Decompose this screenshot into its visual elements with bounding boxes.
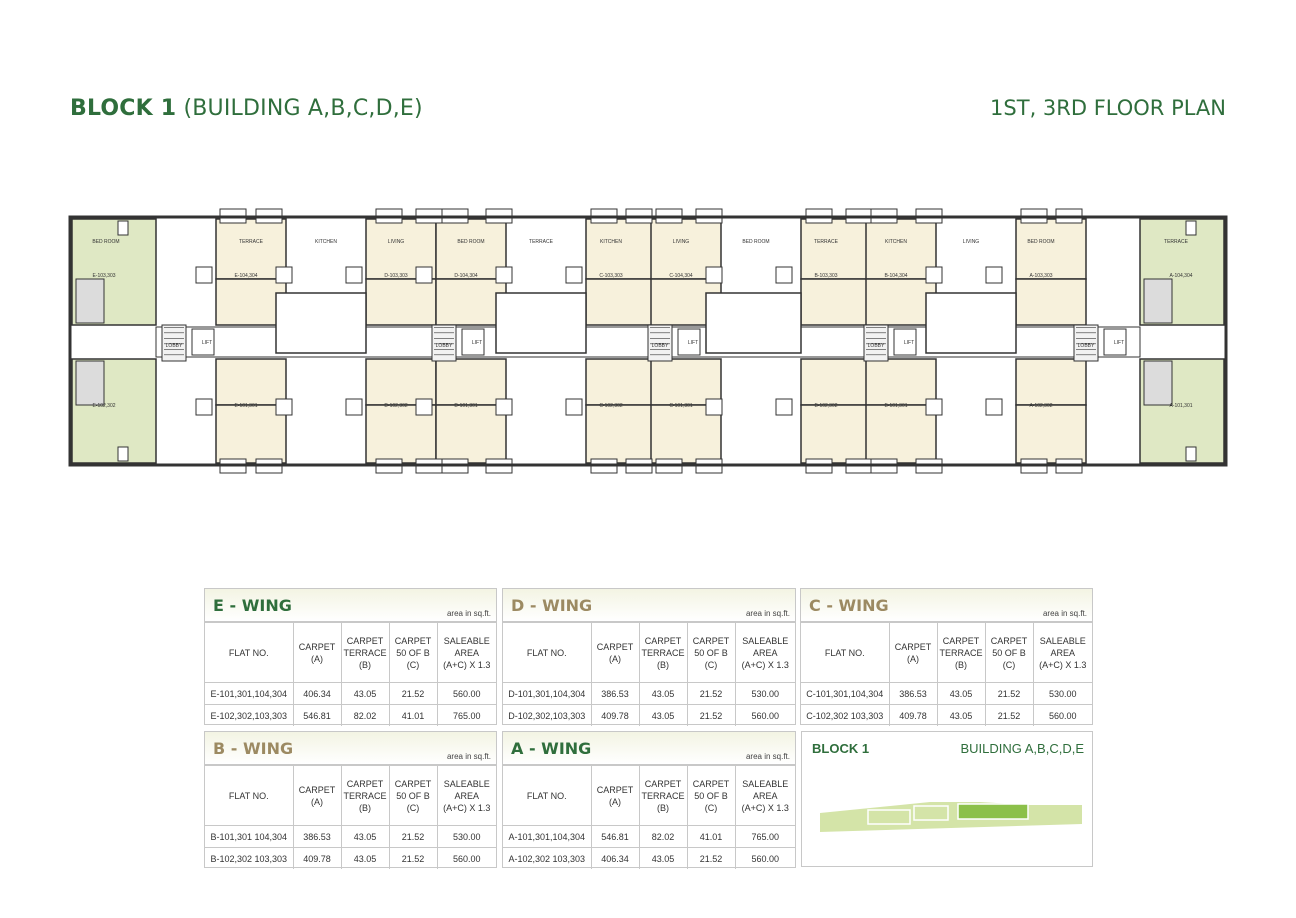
unit-label: A-103,303	[1029, 273, 1053, 279]
terrace-value: 43.05	[937, 705, 985, 727]
bath	[706, 267, 722, 283]
terrace-value: 43.05	[639, 705, 687, 727]
bath	[566, 399, 582, 415]
table-header-row	[205, 766, 496, 826]
stair-tread	[434, 327, 454, 328]
unit-label: A-102,302	[1029, 403, 1053, 409]
living-bottom	[216, 359, 286, 405]
stair-tread	[650, 355, 670, 356]
lobby-label: LOBBY	[867, 343, 885, 349]
col-carpet-terrace: CARPET TERRACE (B)	[639, 766, 687, 826]
half-terrace-value: 21.52	[389, 826, 437, 848]
living-top	[801, 279, 871, 325]
wing-header	[801, 589, 1092, 622]
carpet-value: 409.78	[293, 848, 341, 870]
half-terrace-value: 21.52	[389, 848, 437, 870]
stair-tread	[650, 338, 670, 339]
bedroom-top	[586, 219, 656, 279]
col-saleable: SALEABLE AREA (A+C) X 1.3	[1033, 623, 1092, 683]
floor-plan-title: 1ST, 3RD FLOOR PLAN	[990, 96, 1226, 120]
room-label: TERRACE	[1164, 239, 1188, 245]
col-half-terrace: CARPET 50 OF B (C)	[687, 623, 735, 683]
bath	[346, 399, 362, 415]
carpet-value: 386.53	[591, 683, 639, 705]
stair-tread	[434, 338, 454, 339]
stair-tread	[164, 355, 184, 356]
area-unit: area in sq.ft.	[1042, 609, 1087, 618]
wing-table-c	[800, 588, 1093, 725]
unit-label: E-101,301	[234, 403, 258, 409]
col-half-terrace: CARPET 50 OF B (C)	[389, 623, 437, 683]
bath	[416, 267, 432, 283]
unit-label: B-103,303	[814, 273, 838, 279]
flat-no: B-102,302 103,303	[205, 848, 293, 870]
living-top	[586, 279, 656, 325]
half-terrace-value: 41.01	[389, 705, 437, 727]
room-label: TERRACE	[239, 239, 263, 245]
area-unit: area in sq.ft.	[446, 609, 491, 618]
col-half-terrace: CARPET 50 OF B (C)	[687, 766, 735, 826]
unit-label: C-101,301	[669, 403, 693, 409]
stair-tread	[164, 349, 184, 350]
stair-tread	[164, 327, 184, 328]
building-list: (BUILDING A,B,C,D,E)	[183, 96, 423, 121]
lift-label: LIFT	[201, 340, 213, 346]
lobby-label: LOBBY	[1077, 343, 1095, 349]
table-row	[503, 848, 795, 870]
wing-table-a	[502, 731, 796, 868]
col-carpet-terrace: CARPET TERRACE (B)	[341, 766, 389, 826]
wing-name: B - WING	[213, 739, 294, 758]
col-carpet: CARPET (A)	[591, 766, 639, 826]
half-terrace-value: 41.01	[687, 826, 735, 848]
stair-tread	[866, 333, 886, 334]
open-court	[496, 293, 586, 353]
table-row	[205, 826, 496, 848]
flat-no: B-101,301 104,304	[205, 826, 293, 848]
terrace-value: 43.05	[341, 826, 389, 848]
room-label: BED ROOM	[92, 239, 120, 245]
col-carpet: CARPET (A)	[889, 623, 937, 683]
saleable-value: 560.00	[437, 848, 496, 870]
unit-label: E-103,303	[92, 273, 116, 279]
table-header-row	[503, 623, 795, 683]
bath	[776, 399, 792, 415]
table-header-row	[801, 623, 1092, 683]
floor-plan	[66, 207, 1230, 475]
half-terrace-value: 21.52	[687, 705, 735, 727]
table-row	[503, 705, 795, 727]
col-half-terrace: CARPET 50 OF B (C)	[985, 623, 1033, 683]
stair-tread	[1076, 355, 1096, 356]
terrace-value: 43.05	[937, 683, 985, 705]
saleable-value: 530.00	[437, 826, 496, 848]
wing-name: A - WING	[511, 739, 592, 758]
half-terrace-value: 21.52	[687, 848, 735, 870]
stair-tread	[1076, 333, 1096, 334]
saleable-value: 765.00	[735, 826, 795, 848]
bath	[196, 399, 212, 415]
stair-tread	[650, 333, 670, 334]
lift-label: LIFT	[687, 340, 699, 346]
table-row	[801, 683, 1092, 705]
area-unit: area in sq.ft.	[745, 752, 790, 761]
half-terrace-value: 21.52	[985, 683, 1033, 705]
lift-label: LIFT	[903, 340, 915, 346]
stair-tread	[164, 333, 184, 334]
unit-label: D-102,302	[384, 403, 408, 409]
terrace-below	[1144, 361, 1172, 405]
table-row	[503, 683, 795, 705]
terrace-value: 43.05	[341, 848, 389, 870]
wing-header	[205, 589, 496, 622]
stair-tread	[434, 355, 454, 356]
bath	[276, 399, 292, 415]
bath	[566, 267, 582, 283]
lobby-label: LOBBY	[435, 343, 453, 349]
bath	[196, 267, 212, 283]
stair-tread	[866, 338, 886, 339]
col-carpet-terrace: CARPET TERRACE (B)	[937, 623, 985, 683]
living-top	[1016, 279, 1086, 325]
site-band	[820, 802, 1082, 832]
open-court	[926, 293, 1016, 353]
col-flat-no: FLAT NO.	[205, 623, 293, 683]
col-carpet: CARPET (A)	[293, 766, 341, 826]
carpet-value: 409.78	[591, 705, 639, 727]
saleable-value: 560.00	[735, 705, 795, 727]
unit-label: D-101,301	[454, 403, 478, 409]
flat-no: E-101,301,104,304	[205, 683, 293, 705]
unit-label: B-101,301	[884, 403, 908, 409]
lift-label: LIFT	[471, 340, 483, 346]
bath	[776, 267, 792, 283]
stair-tread	[434, 333, 454, 334]
table-header-row	[205, 623, 496, 683]
bath	[496, 267, 512, 283]
carpet-value: 409.78	[889, 705, 937, 727]
table-row	[205, 683, 496, 705]
plan-rooms	[72, 209, 1224, 473]
carpet-value: 406.34	[591, 848, 639, 870]
bedroom-top	[801, 219, 871, 279]
terrace-value: 82.02	[639, 826, 687, 848]
stair-tread	[650, 327, 670, 328]
room-label: TERRACE	[529, 239, 553, 245]
area-table	[205, 765, 496, 869]
saleable-value: 530.00	[735, 683, 795, 705]
open-court	[276, 293, 366, 353]
highlighted-buildings	[958, 804, 1028, 819]
bath	[346, 267, 362, 283]
unit-label: E-102,302	[92, 403, 116, 409]
stair-tread	[866, 327, 886, 328]
bedroom-bottom	[1016, 405, 1086, 463]
living-bottom	[366, 359, 436, 405]
block-title: BLOCK 1	[70, 96, 177, 121]
bath	[416, 399, 432, 415]
carpet-value: 546.81	[591, 826, 639, 848]
living-bottom	[651, 359, 721, 405]
saleable-value: 560.00	[735, 848, 795, 870]
open-court	[706, 293, 801, 353]
area-table	[503, 765, 795, 869]
half-terrace-value: 21.52	[687, 683, 735, 705]
col-saleable: SALEABLE AREA (A+C) X 1.3	[735, 623, 795, 683]
flat-no: C-101,301,104,304	[801, 683, 889, 705]
area-table	[801, 622, 1092, 726]
room-label: LIVING	[962, 239, 980, 245]
room-label: BED ROOM	[1027, 239, 1055, 245]
flat-no: D-101,301,104,304	[503, 683, 591, 705]
key-plan-buildings: BUILDING A,B,C,D,E	[960, 741, 1084, 756]
stair-tread	[164, 338, 184, 339]
stair-tread	[650, 349, 670, 350]
terrace-value: 43.05	[639, 848, 687, 870]
terrace-below	[76, 279, 104, 323]
stair-tread	[1076, 338, 1096, 339]
col-carpet-terrace: CARPET TERRACE (B)	[639, 623, 687, 683]
wing-name: C - WING	[809, 596, 889, 615]
carpet-value: 386.53	[293, 826, 341, 848]
wing-table-e	[204, 588, 497, 725]
carpet-value: 406.34	[293, 683, 341, 705]
col-saleable: SALEABLE AREA (A+C) X 1.3	[437, 766, 496, 826]
stair-tread	[434, 349, 454, 350]
key-plan-block: BLOCK 1	[812, 741, 870, 756]
lift-label: LIFT	[1113, 340, 1125, 346]
saleable-value: 560.00	[1033, 705, 1092, 727]
unit-label: B-102,302	[814, 403, 838, 409]
duct	[118, 447, 128, 461]
area-unit: area in sq.ft.	[745, 609, 790, 618]
flat-no: A-102,302 103,303	[503, 848, 591, 870]
key-plan-site	[820, 800, 1082, 834]
bedroom-top	[1016, 219, 1086, 279]
col-carpet-terrace: CARPET TERRACE (B)	[341, 623, 389, 683]
col-saleable: SALEABLE AREA (A+C) X 1.3	[735, 766, 795, 826]
bedroom-bottom	[586, 405, 656, 463]
duct	[118, 221, 128, 235]
col-half-terrace: CARPET 50 OF B (C)	[389, 766, 437, 826]
room-label: LIVING	[672, 239, 690, 245]
room-label: KITCHEN	[600, 239, 622, 245]
unit-label: D-104,304	[454, 273, 478, 279]
unit-label: C-104,304	[669, 273, 693, 279]
duct	[1186, 221, 1196, 235]
stair-tread	[866, 349, 886, 350]
unit-label: D-103,303	[384, 273, 408, 279]
half-terrace-value: 21.52	[389, 683, 437, 705]
living-bottom	[586, 359, 656, 405]
unit-label: C-102,302	[599, 403, 623, 409]
unit-label: C-103,303	[599, 273, 623, 279]
lobby-label: LOBBY	[165, 343, 183, 349]
col-flat-no: FLAT NO.	[503, 623, 591, 683]
col-saleable: SALEABLE AREA (A+C) X 1.3	[437, 623, 496, 683]
flat-no: C-102,302 103,303	[801, 705, 889, 727]
unit-label: A-101,301	[1169, 403, 1193, 409]
bath	[986, 267, 1002, 283]
saleable-value: 765.00	[437, 705, 496, 727]
wing-header	[503, 732, 795, 765]
table-row	[205, 848, 496, 870]
lobby-label: LOBBY	[651, 343, 669, 349]
living-top	[366, 279, 436, 325]
saleable-value: 530.00	[1033, 683, 1092, 705]
bath	[986, 399, 1002, 415]
stair-tread	[866, 355, 886, 356]
saleable-value: 560.00	[437, 683, 496, 705]
carpet-value: 546.81	[293, 705, 341, 727]
room-label: BED ROOM	[457, 239, 485, 245]
wing-name: D - WING	[511, 596, 593, 615]
room-label: TERRACE	[814, 239, 838, 245]
terrace-below	[1144, 279, 1172, 323]
area-unit: area in sq.ft.	[446, 752, 491, 761]
page-title	[70, 96, 423, 121]
table-header-row	[503, 766, 795, 826]
bedroom-bottom	[801, 405, 871, 463]
col-flat-no: FLAT NO.	[205, 766, 293, 826]
flat-no: D-102,302,103,303	[503, 705, 591, 727]
wing-name: E - WING	[213, 596, 292, 615]
stair-tread	[1076, 327, 1096, 328]
terrace-value: 43.05	[341, 683, 389, 705]
room-label: KITCHEN	[315, 239, 337, 245]
living-bottom	[801, 359, 871, 405]
table-row	[205, 705, 496, 727]
col-carpet: CARPET (A)	[293, 623, 341, 683]
bath	[276, 267, 292, 283]
living-bottom	[1016, 359, 1086, 405]
unit-label: E-104,304	[234, 273, 258, 279]
room-label: BED ROOM	[742, 239, 770, 245]
key-plan	[801, 731, 1093, 867]
living-bottom	[866, 359, 936, 405]
bath	[926, 399, 942, 415]
living-bottom	[436, 359, 506, 405]
wing-table-d	[502, 588, 796, 725]
duct	[1186, 447, 1196, 461]
room-label: LIVING	[387, 239, 405, 245]
wing-header	[503, 589, 795, 622]
bath	[706, 399, 722, 415]
terrace-value: 43.05	[639, 683, 687, 705]
terrace-below	[76, 361, 104, 405]
wing-header	[205, 732, 496, 765]
carpet-value: 386.53	[889, 683, 937, 705]
area-table	[503, 622, 795, 726]
flat-no: E-102,302,103,303	[205, 705, 293, 727]
col-carpet: CARPET (A)	[591, 623, 639, 683]
table-row	[503, 826, 795, 848]
area-table	[205, 622, 496, 726]
unit-label: B-104,304	[884, 273, 908, 279]
col-flat-no: FLAT NO.	[801, 623, 889, 683]
bath	[926, 267, 942, 283]
col-flat-no: FLAT NO.	[503, 766, 591, 826]
wing-table-b	[204, 731, 497, 868]
room-label: KITCHEN	[885, 239, 907, 245]
unit-label: A-104,304	[1169, 273, 1193, 279]
bath	[496, 399, 512, 415]
flat-no: A-101,301,104,304	[503, 826, 591, 848]
stair-tread	[1076, 349, 1096, 350]
table-row	[801, 705, 1092, 727]
terrace-value: 82.02	[341, 705, 389, 727]
half-terrace-value: 21.52	[985, 705, 1033, 727]
